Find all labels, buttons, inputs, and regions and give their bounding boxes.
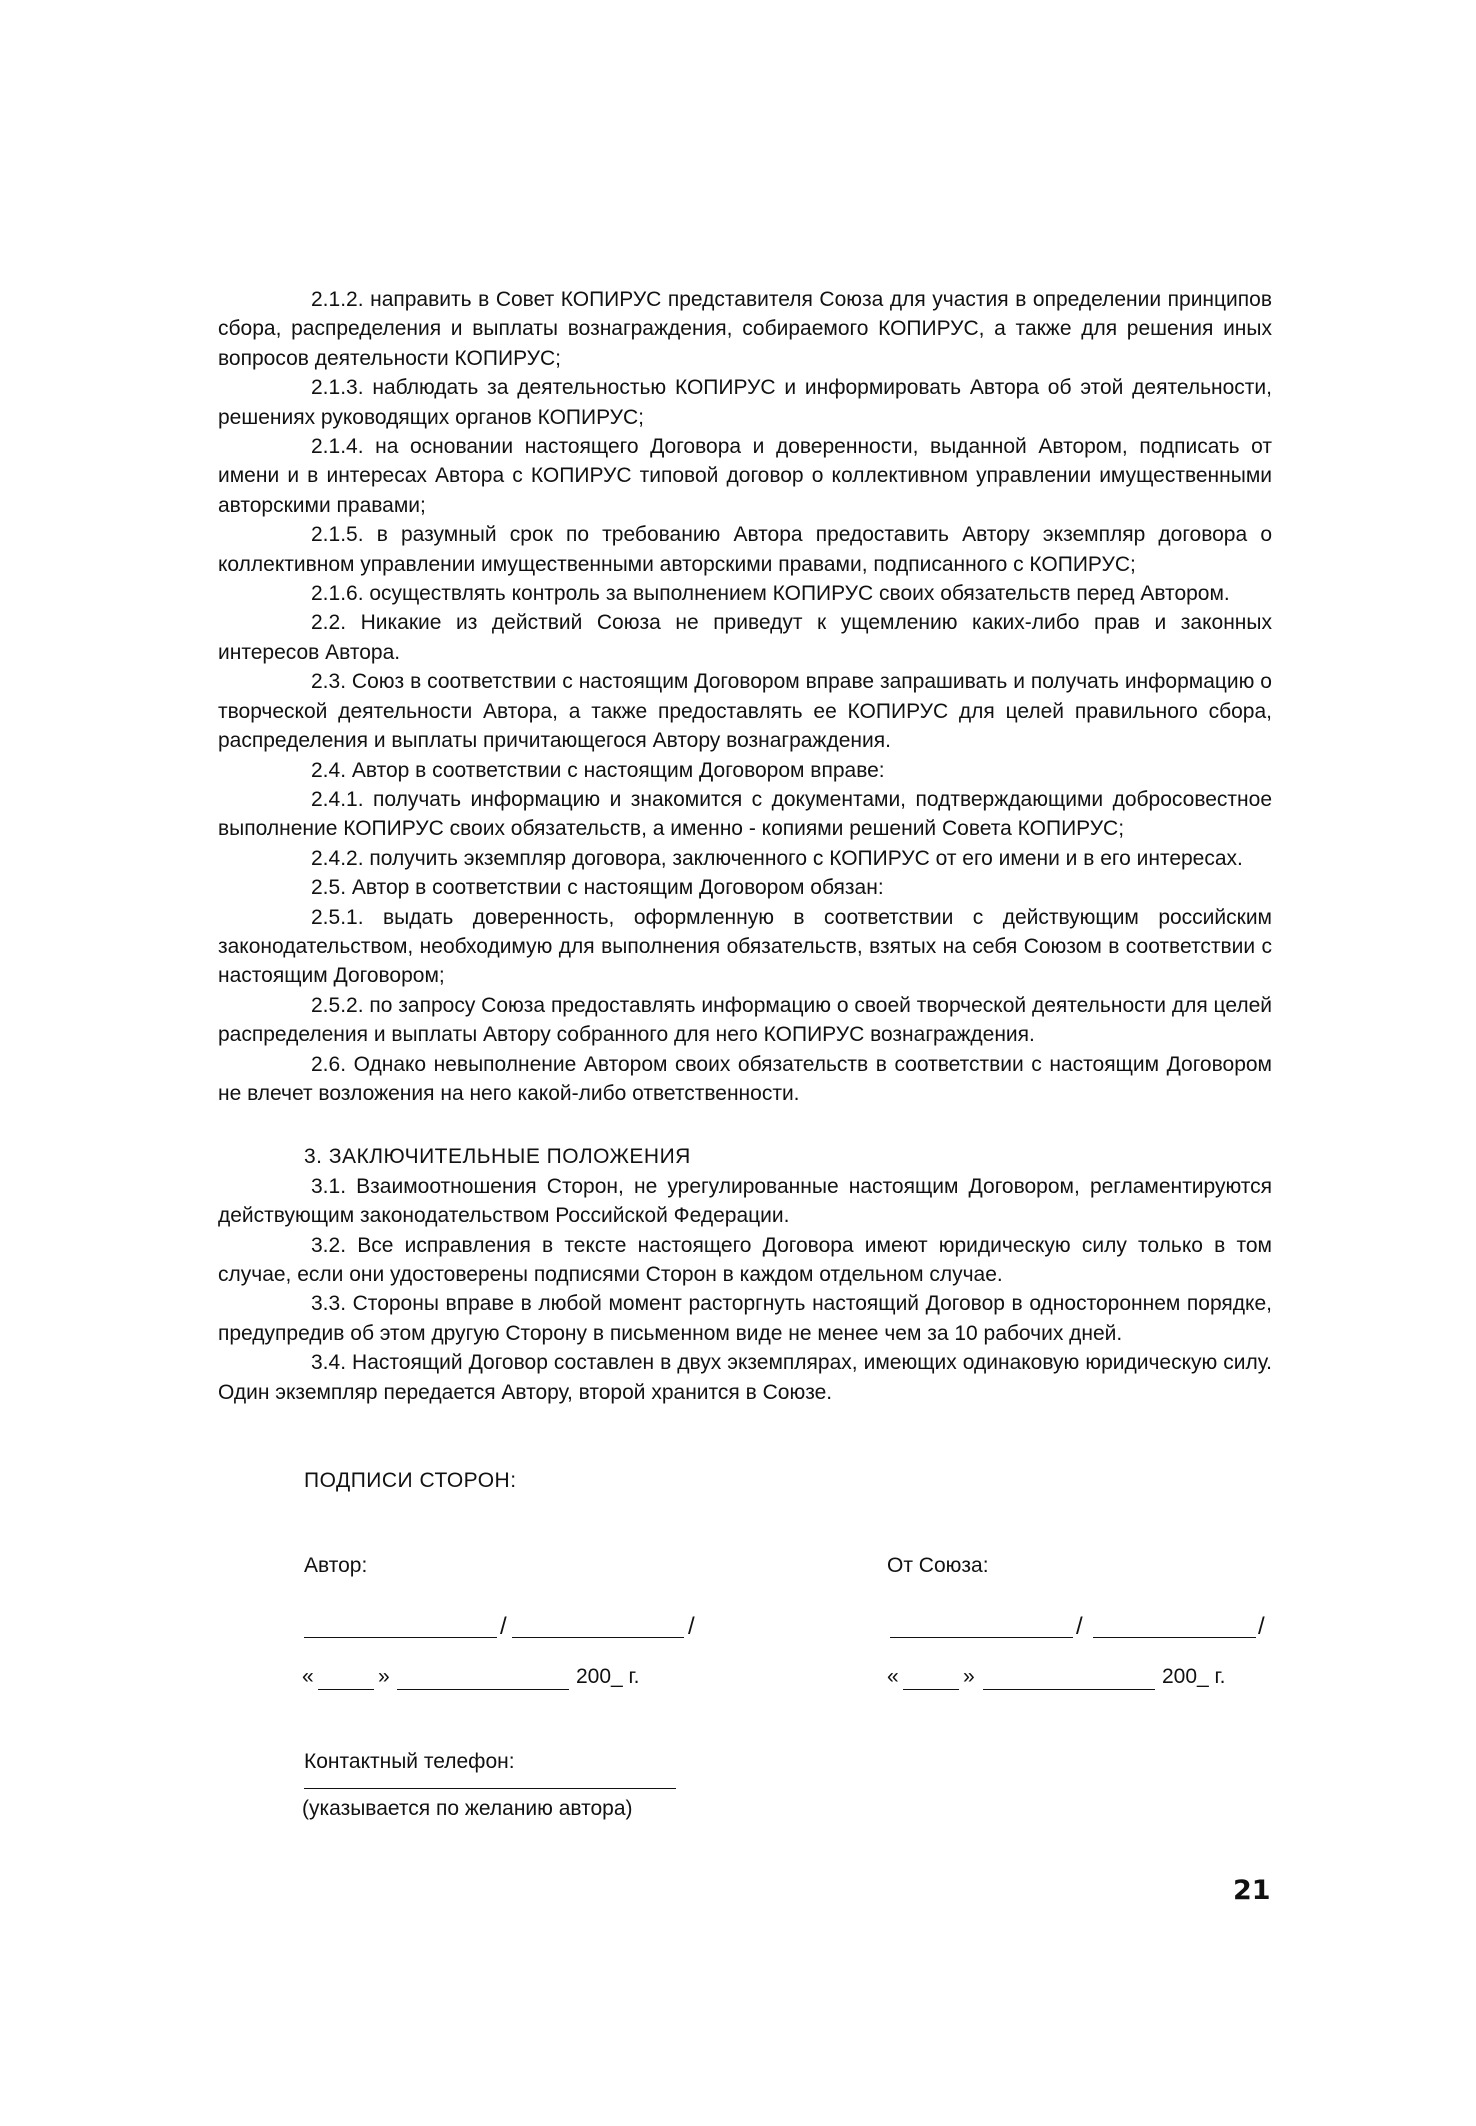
author-date-year: 200_ г. <box>576 1665 640 1688</box>
union-signature-slash-2: / <box>1258 1613 1265 1640</box>
author-date-month-line <box>397 1689 569 1690</box>
contact-phone-label: Контактный телефон: <box>304 1750 515 1773</box>
clause-2-1-3: 2.1.3. наблюдать за деятельностью КОПИРУС и информировать Автора об этой деятельности, решениях руководящих органов КОПИРУС; <box>218 376 1272 429</box>
clause-2-4-1: 2.4.1. получать информацию и знакомится с документами, подтверждающими добросовестное выполнение КОПИРУС своих обязательств, а именно - копиями решений Совета КОПИРУС; <box>218 787 1272 841</box>
clause-2-1-5: 2.1.5. в разумный срок по требованию Автора предоставить Автору экземпляр договора о коллективном управлении имущественными авторскими правами, подписанного с КОПИРУС; <box>218 523 1272 576</box>
clause-2-4-2: 2.4.2. получить экземпляр договора, заключенного с КОПИРУС от его имени и в его интересах. <box>311 846 1243 870</box>
union-date-quote-close: » <box>963 1665 975 1688</box>
clause-3-3: 3.3. Стороны вправе в любой момент расторгнуть настоящий Договор в одностороннем порядке, предупредив об этом другую Сторону в письменном виде не менее чем за 10 рабочих дней. <box>218 1292 1272 1345</box>
section-3-heading: 3. ЗАКЛЮЧИТЕЛЬНЫЕ ПОЛОЖЕНИЯ <box>304 1145 691 1169</box>
union-signature-slash-1: / <box>1076 1613 1083 1640</box>
union-signature-line <box>890 1637 1073 1638</box>
clause-2-1-2: 2.1.2. направить в Совет КОПИРУС представителя Союза для участия в определении принципов сбора, распределения и выплаты вознаграждения, собираемого КОПИРУС, а также для решения иных вопросов деятельности КОПИРУС; <box>218 288 1272 370</box>
union-date-month-line <box>983 1689 1155 1690</box>
clause-3-1: 3.1. Взаимоотношения Сторон, не урегулированные настоящим Договором, регламентируются действующим законодательством Российской Федерации. <box>218 1174 1272 1228</box>
author-date-quote-close: » <box>378 1665 390 1688</box>
contact-phone-line <box>304 1788 676 1789</box>
union-date-day-line <box>903 1689 959 1690</box>
clause-2-6: 2.6. Однако невыполнение Автором своих обязательств в соответствии с настоящим Договором не влечет возложения на него какой-либо ответственности. <box>218 1052 1272 1105</box>
clause-3-2: 3.2. Все исправления в тексте настоящего Договора имеют юридическую силу только в том случае, если они удостоверены подписями Сторон в каждом отдельном случае. <box>218 1233 1272 1286</box>
contact-phone-note: (указывается по желанию автора) <box>302 1797 633 1820</box>
author-signature-slash-1: / <box>500 1613 507 1640</box>
union-date-quote-open: « <box>887 1665 899 1688</box>
author-label: Автор: <box>304 1554 368 1577</box>
signatures-heading: ПОДПИСИ СТОРОН: <box>304 1469 517 1492</box>
author-date-quote-open: « <box>302 1665 314 1688</box>
union-name-line <box>1093 1637 1256 1638</box>
clause-2-5-2: 2.5.2. по запросу Союза предоставлять информацию о своей творческой деятельности для целей распределения и выплаты Автору собранного для него КОПИРУС вознаграждения. <box>218 993 1272 1047</box>
clause-2-3: 2.3. Союз в соответствии с настоящим Договором вправе запрашивать и получать информацию о творческой деятельности Автора, а также предоставлять ее КОПИРУС для целей правильного сбора, распределения и выплаты причитающегося Автору вознаграждения. <box>218 670 1272 753</box>
clause-2-2: 2.2. Никакие из действий Союза не приведут к ущемлению каких-либо прав и законных интересов Автора. <box>218 611 1272 664</box>
union-date-year: 200_ г. <box>1162 1665 1226 1688</box>
clause-2-5: 2.5. Автор в соответствии с настоящим Договором обязан: <box>311 876 884 900</box>
clause-2-1-4: 2.1.4. на основании настоящего Договора и доверенности, выданной Автором, подписать от имени и в интересах Автора с КОПИРУС типовой договор о коллективном управлении имущественными авторскими правами; <box>218 435 1272 517</box>
clause-2-5-1: 2.5.1. выдать доверенность, оформленную в соответствии с действующим российским законодательством, необходимую для выполнения обязательств, взятых на себя Союзом в соответствии с настоящим Договором; <box>218 905 1272 988</box>
author-signature-line <box>304 1637 497 1638</box>
author-signature-slash-2: / <box>688 1613 695 1640</box>
author-date-day-line <box>318 1689 374 1690</box>
union-label: От Союза: <box>887 1554 989 1577</box>
contract-body <box>218 285 1272 1407</box>
page-number: 21 <box>1233 1875 1271 1906</box>
clause-3-4: 3.4. Настоящий Договор составлен в двух экземплярах, имеющих одинаковую юридическую силу. Один экземпляр передается Автору, второй хранится в Союзе. <box>218 1351 1272 1404</box>
author-name-line <box>512 1637 684 1638</box>
clause-2-1-6: 2.1.6. осуществлять контроль за выполнением КОПИРУС своих обязательств перед Автором. <box>311 582 1230 606</box>
clause-2-4: 2.4. Автор в соответствии с настоящим Договором вправе: <box>311 758 885 782</box>
